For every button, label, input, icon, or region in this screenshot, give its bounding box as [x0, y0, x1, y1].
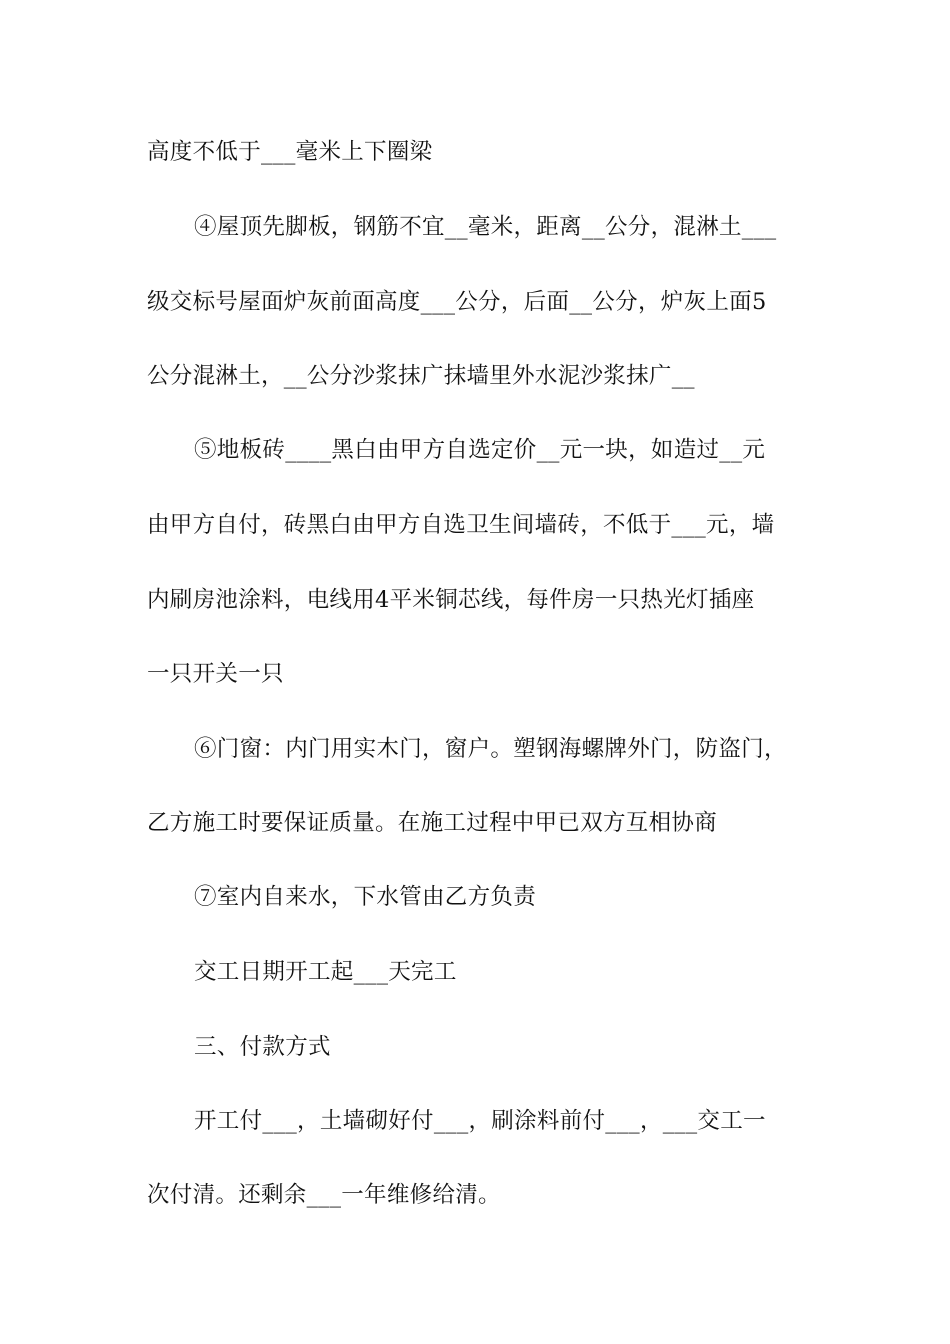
- text-line: 一只开关一只: [147, 661, 284, 687]
- text-line: 级交标号屋面炉灰前面高度___公分，后面__公分，炉灰上面5: [147, 289, 767, 315]
- text-line: 由甲方自付，砖黑白由甲方自选卫生间墙砖，不低于___元，墙: [147, 512, 775, 538]
- text-line: 公分混淋土，__公分沙浆抹广抹墙里外水泥沙浆抹广__: [147, 363, 695, 389]
- completion-date-line: 交工日期开工起___天完工: [194, 959, 457, 985]
- paragraph-item-6-line: ⑥门窗：内门用实木门，窗户。塑钢海螺牌外门，防盗门，: [194, 736, 787, 762]
- paragraph-item-5-line: ⑤地板砖____黑白由甲方自选定价__元一块，如造过__元: [194, 437, 766, 463]
- section-heading-payment: 三、付款方式: [194, 1034, 331, 1060]
- text-line: 乙方施工时要保证质量。在施工过程中甲已双方互相协商: [147, 810, 718, 836]
- paragraph-item-7-line: ⑦室内自来水，下水管由乙方负责: [194, 884, 537, 910]
- payment-terms-line: 开工付___，土墙砌好付___，刷涂料前付___，___交工一: [194, 1108, 766, 1134]
- paragraph-item-4-line: ④屋顶先脚板，钢筋不宜__毫米，距离__公分，混淋土___: [194, 214, 777, 240]
- text-line: 次付清。还剩余___一年维修给清。: [147, 1182, 501, 1208]
- text-line: 内刷房池涂料，电线用4平米铜芯线，每件房一只热光灯插座: [147, 587, 755, 613]
- text-line: 高度不低于___毫米上下圈梁: [147, 139, 433, 165]
